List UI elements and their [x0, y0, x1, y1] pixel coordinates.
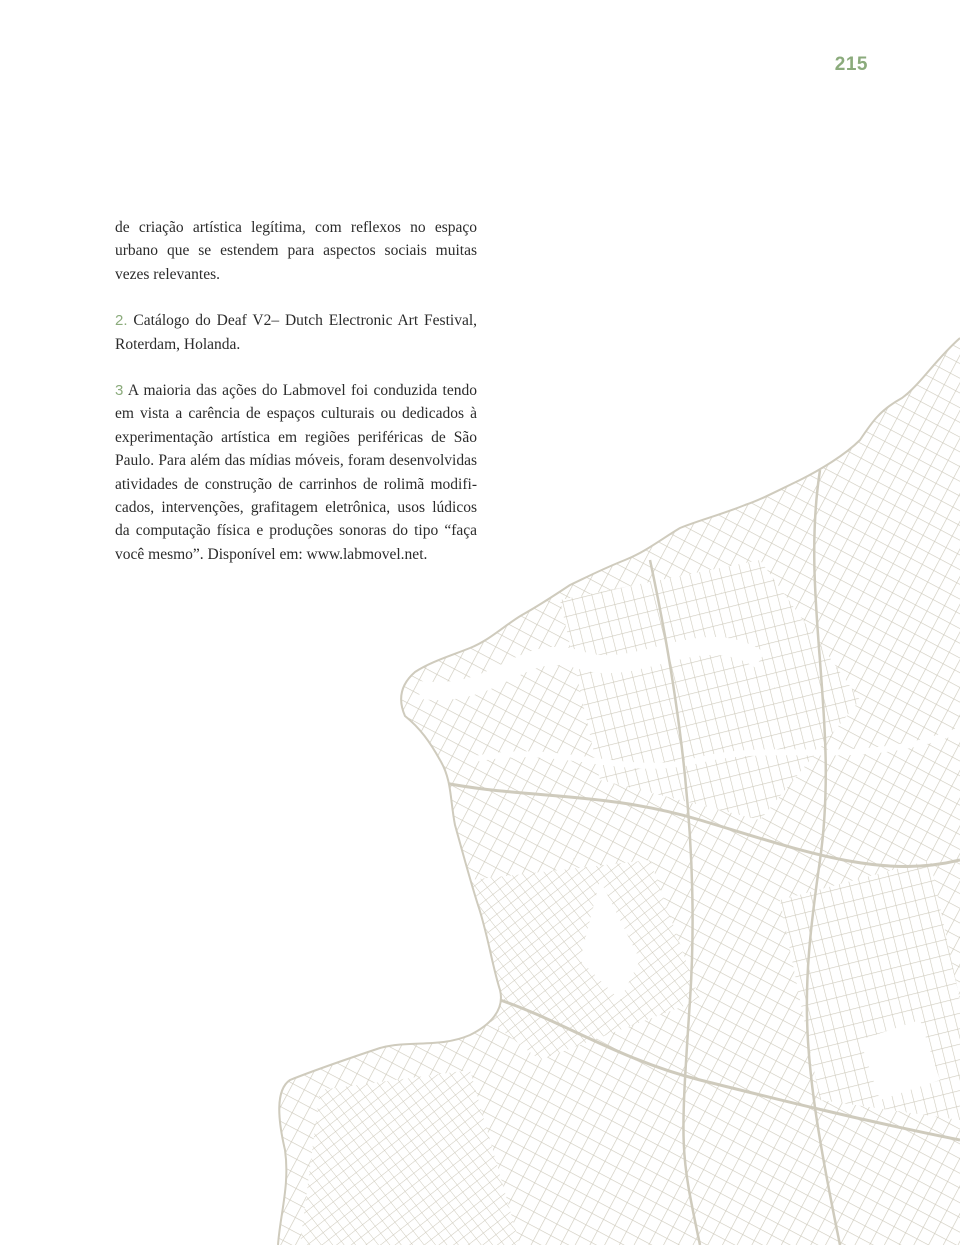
- footnote-continuation: [115, 216, 477, 286]
- footnote-text: Catálogo do Deaf V2– Dutch Electronic Art Festival, Roterdam, Holanda.: [115, 312, 478, 353]
- footnote-text: de criação artística legítima, com reflexos no espaço urbano que se estendem para aspectos sociais muitas vezes relevantes.: [115, 219, 477, 283]
- footnote-marker: 3: [115, 382, 124, 400]
- footnote-text: A maioria das ações do Labmovel foi conduzida tendo em vista a carência de espaços culturais ou dedicados à experimentação artística em regiões periféricas de São Paulo. Para além das mídias móveis, foram desenvolvidas atividades de construção de carrinhos de rolimã modificados, intervenções, grafitagem eletrônica, usos lúdicos da computação física e produções sonoras do tipo “faça você mesmo”. Disponível em: www.labmovel.net.: [115, 382, 477, 563]
- footnotes-column: [115, 216, 477, 589]
- footnote-marker: 2.: [115, 312, 128, 330]
- page-number: 215: [834, 54, 868, 75]
- footnote-2: [115, 309, 477, 356]
- footnote-3: [115, 379, 477, 566]
